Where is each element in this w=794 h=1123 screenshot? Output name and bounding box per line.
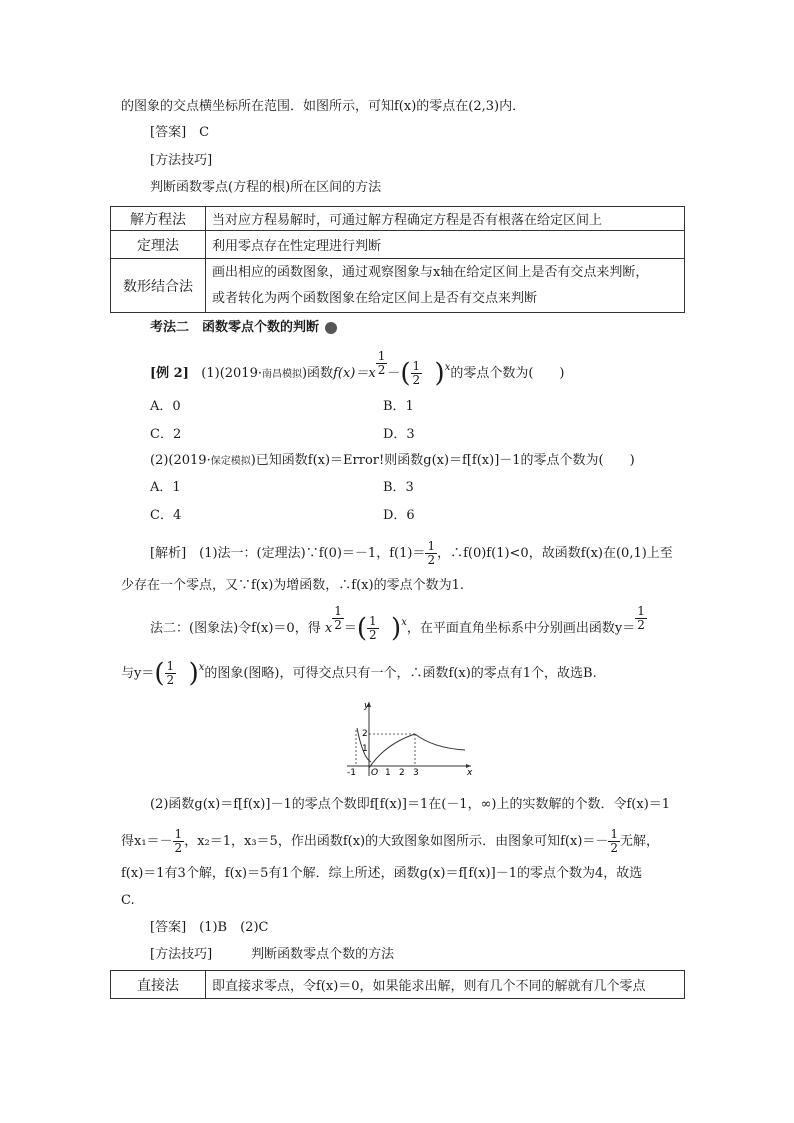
method-tips-1-title: 判断函数零点(方程的根)所在区间的方法 xyxy=(150,180,382,195)
method-desc xyxy=(206,259,685,313)
solution2-line-4: C. xyxy=(121,893,135,908)
method-desc-line: 画出相应的函数图象，通过观察图象与x轴在给定区间上是否有交点来判断， xyxy=(212,264,649,280)
origin-label: O xyxy=(371,768,379,778)
solution-line-3: 法二：(图象法)令f(x)＝0，得 x $\frac{1}{2}$ ＝( $\frac{1}{2}$ )$^x$，在平面直角坐标系中分别画出函数y＝ $\frac{1}{2}$ xyxy=(150,604,645,644)
solution-line-4: 与y＝( $\frac{1}{2}$ )$^x$的图象(图略)，可得交点只有一个，∴函数f(x)的零点有1个，故选B. xyxy=(121,658,597,689)
method-desc-line: 或者转化为两个函数图象在给定区间上是否有交点来判断 xyxy=(212,290,538,306)
method-table-1 xyxy=(110,206,685,313)
example-2-part2: (2)(2019·保定模拟)已知函数f(x)＝Error!则函数g(x)＝f[f(x)]－1的零点个数为( ) xyxy=(150,453,635,468)
tick-x: 1 xyxy=(385,768,391,778)
method-key: 直接法 xyxy=(111,971,206,999)
table-row xyxy=(111,971,685,999)
exponent-fraction: $\frac{1}{2}$ xyxy=(377,349,386,377)
intro-line: 的图象的交点横坐标所在范围．如图所示，可知f(x)的零点在(2,3)内． xyxy=(121,99,526,114)
fraction-half: $\frac{1}{2}$ xyxy=(427,539,436,567)
fx-expression: f(x)＝x xyxy=(333,366,376,381)
tick-x: 3 xyxy=(413,768,419,778)
method-tips-1: [方法技巧] xyxy=(150,153,213,168)
method-desc: 利用零点存在性定理进行判断 xyxy=(206,231,685,259)
section-heading xyxy=(150,320,337,336)
method-desc: 即直接求零点，令f(x)＝0，如果能求出解，则有几个不同的解就有几个零点 xyxy=(206,971,685,999)
source-name: 保定模拟 xyxy=(210,456,251,467)
source-suffix: )函数 xyxy=(301,366,334,381)
table-row xyxy=(111,231,685,259)
method-key: 定理法 xyxy=(111,231,206,259)
function-graph xyxy=(345,698,475,778)
question-text: )已知函数f(x)＝Error!则函数g(x)＝f[f(x)]－1的零点个数为( ) xyxy=(250,453,635,468)
tick-x: -1 xyxy=(347,768,356,778)
method-key: 解方程法 xyxy=(111,207,206,231)
tick-y: 1 xyxy=(362,744,368,754)
method-desc: 当对应方程易解时，可通过解方程确定方程是否有根落在给定区间上 xyxy=(206,207,685,231)
solution2-line-3: f(x)＝1有3个解，f(x)＝5有1个解．综上所述，函数g(x)＝f[f(x)]－1的零点个数为4，故选 xyxy=(121,866,643,881)
option-a: A．1 xyxy=(150,480,181,495)
solution2-line-2: 得x₁＝－ $\frac{1}{2}$ ，x₂＝1，x₃＝5，作出函数f(x)的大致图象如图所示．由图象可知f(x)＝－ $\frac{1}{2}$ 无解， xyxy=(121,827,660,855)
section-title: 考法二 函数零点个数的判断 xyxy=(150,320,320,335)
table-row xyxy=(111,259,685,313)
option-b: B．1 xyxy=(383,399,414,414)
solution-line-1: [解析] (1)法一：(定理法)∵f(0)＝－1，f(1)＝ $\frac{1}{2}$ ，∴f(0)f(1)<0，故函数f(x)在(0,1)上至 xyxy=(150,539,673,567)
curve-right xyxy=(415,734,465,750)
base-fraction: $\frac{1}{2}$ xyxy=(412,359,421,387)
x-axis-label: x xyxy=(467,768,473,778)
option-c: C．2 xyxy=(150,427,182,442)
option-b: B．3 xyxy=(383,480,414,495)
source-name: 南昌模拟 xyxy=(261,369,302,380)
option-c: C．4 xyxy=(150,508,182,523)
source-prefix: (1)(2019· xyxy=(201,366,262,381)
tick-x: 2 xyxy=(399,768,405,778)
y-axis-label: y xyxy=(364,701,370,711)
tick-y: 2 xyxy=(362,729,368,739)
option-a: A．0 xyxy=(150,399,181,414)
option-d: D．6 xyxy=(383,508,415,523)
table-row xyxy=(111,207,685,231)
circle-icon xyxy=(325,322,337,334)
method-tips-2: [方法技巧] 判断函数零点个数的方法 xyxy=(150,947,395,962)
method-key: 数形结合法 xyxy=(111,259,206,313)
answer-2: [答案] (1)B (2)C xyxy=(150,920,269,935)
answer-1: [答案] C xyxy=(150,125,210,140)
option-d: D．3 xyxy=(383,427,415,442)
method-table-2 xyxy=(110,970,685,999)
curve-middle xyxy=(369,734,415,768)
question-tail: 的零点个数为( ) xyxy=(450,366,565,381)
example-label: [例 2] xyxy=(150,366,189,381)
example-2-part1: [例 2] (1)(2019·南昌模拟)函数f(x)＝x $\frac{1}{2}$ －( $\frac{1}{2}$ )$^x$的零点个数为( ) xyxy=(150,349,565,389)
solution2-line-1: (2)函数g(x)＝f[f(x)]－1的零点个数即f[f(x)]＝1在(－1，∞)上的实数解的个数．令f(x)＝1 xyxy=(150,797,671,812)
solution-line-2: 少存在一个零点，又∵f(x)为增函数，∴f(x)的零点个数为1. xyxy=(121,578,464,593)
